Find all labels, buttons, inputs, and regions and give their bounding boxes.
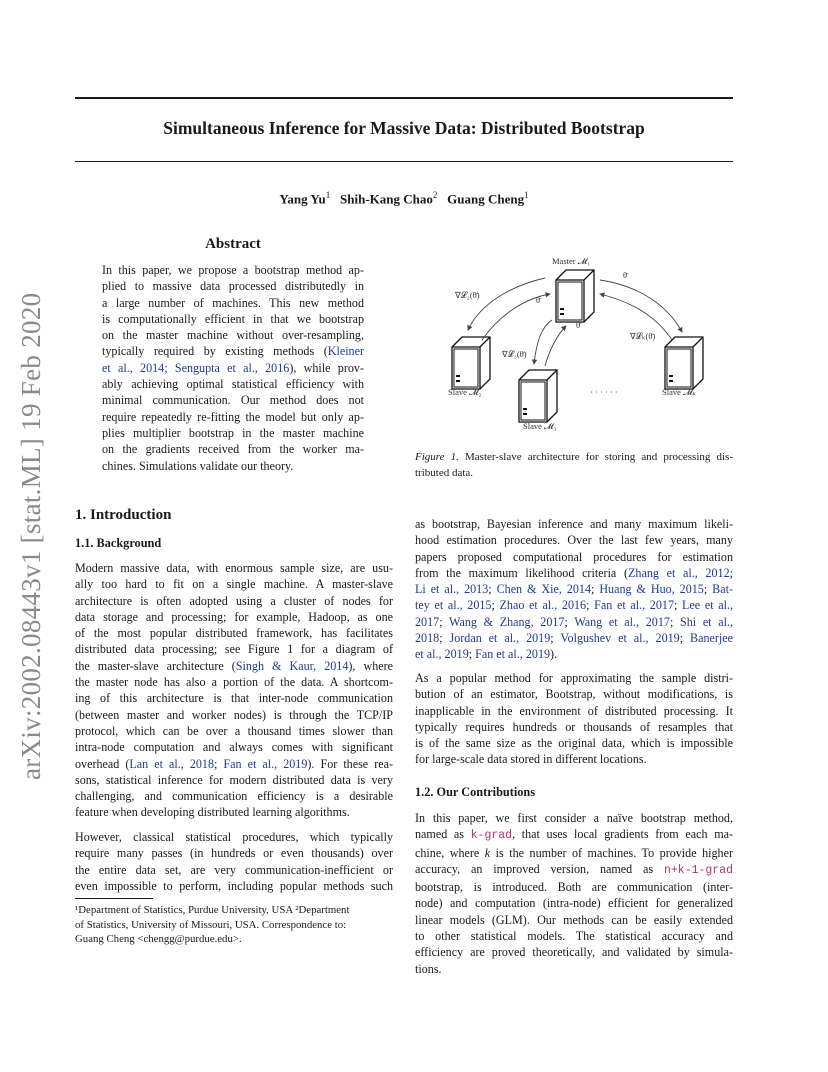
text-line: distributed data processing; see Figure 1 for a diagram of <box>75 642 393 657</box>
text-line: In this paper, we propose a bootstrap method ap- <box>102 263 364 277</box>
text-line: feature when developing distributed learning algorithms. <box>75 805 350 820</box>
method-name-code: k-grad <box>470 829 513 843</box>
footnote-line: of Statistics, University of Missouri, USA. Correspondence to: <box>75 918 347 931</box>
citation-link[interactable]: Wang et al., 2017 <box>574 614 670 629</box>
text-line: chines. Simulations validate our theory. <box>102 458 294 473</box>
master-node-label: Master 𝓜₁ <box>552 256 591 266</box>
body-paragraph <box>415 516 733 663</box>
text-line: bootstrap, is introduced. Both are communication (inter- <box>415 880 733 895</box>
figure-caption <box>415 449 733 481</box>
slave-server-icon <box>519 370 557 422</box>
text-line: bution of an estimator, Bootstrap, without modifications, is <box>415 687 733 702</box>
slave-server-icon <box>452 337 490 389</box>
gradient-label: ∇𝓛ₖ(θ̄) <box>630 331 656 341</box>
text-line: to other statistical models. The statistical accuracy and <box>415 929 733 944</box>
theta-label: θ̄ <box>576 320 581 330</box>
citation-link[interactable]: Chen & Xie, 2014 <box>496 582 592 597</box>
text-line: chine, where k is the number of machines. To provide higher <box>415 845 733 860</box>
citation-link[interactable]: tey et al., 2015 <box>415 598 492 613</box>
text-line: named as k-grad, that uses local gradients from each ma- <box>415 827 733 843</box>
math-variable: k <box>484 845 491 860</box>
slave-node-label: Slave 𝓜₂ <box>448 387 482 397</box>
author-affiliation: 1 <box>325 190 331 200</box>
author-affiliation: 1 <box>524 190 529 200</box>
text-line: efficiency are proved theoretically, and validated by simula- <box>415 945 733 960</box>
text-line: for large-scale data stored in different locations. <box>415 752 647 767</box>
abstract-text <box>102 262 364 474</box>
text-line: 2018; Jordan et al., 2019; Volgushev et al., 2019; Banerjee <box>415 631 734 646</box>
paper-title: Simultaneous Inference for Massive Data: Distributed Bootstrap <box>163 118 645 138</box>
text-line: tey et al., 2015; Zhao et al., 2016; Fan et al., 2017; Lee et al., <box>415 598 734 613</box>
footnote <box>75 903 393 947</box>
author-name: Shih-Kang Chao <box>340 191 433 207</box>
text-line: tions. <box>415 961 442 976</box>
intro-paragraph <box>75 560 393 821</box>
text-line: the entire data set, are very communication-inefficient or <box>75 862 393 877</box>
text-line: plies multiplier bootstrap in the master machine <box>102 425 364 440</box>
text-line: et al., 2019; Fan et al., 2019). <box>415 647 558 662</box>
footnote-rule <box>75 898 153 899</box>
slave-node-label: Slave 𝓜₃ <box>523 421 557 431</box>
citation-link[interactable]: Fan et al., 2019 <box>475 647 551 662</box>
arxiv-stamp: arXiv:2002.08443v1 [stat.ML] 19 Feb 2020 <box>16 292 46 780</box>
citation-link[interactable]: Jordan et al., 2019 <box>449 631 551 646</box>
footnote-line: ¹Department of Statistics, Purdue University, USA ²Department <box>75 904 350 916</box>
text-line: sons, statistical inference for modern distributed data is very <box>75 772 393 787</box>
text-line: accuracy, an improved version, named as n+k-1-grad <box>415 861 733 877</box>
slave-server-icon <box>665 337 703 389</box>
text-line: However, classical statistical procedures, which typically <box>75 830 393 844</box>
text-line: is computationally efficient in that we bootstrap <box>102 311 364 326</box>
text-line: In this paper, we first consider a naïve bootstrap method, <box>415 811 733 825</box>
text-line: a large number of machines. This new method <box>102 295 364 310</box>
text-line: even impossible to perform, including popular methods such <box>75 878 393 893</box>
body-paragraph <box>415 810 733 977</box>
citation-link[interactable]: Zhang et al., 2012 <box>628 565 730 580</box>
author-name: Yang Yu <box>279 191 326 207</box>
author-list <box>75 190 733 207</box>
theta-label: θ̄ <box>536 295 541 305</box>
citation-link[interactable]: Fan et al., 2017 <box>594 598 674 613</box>
master-server-icon <box>556 270 594 322</box>
caption-line: tributed data. <box>415 467 474 479</box>
body-paragraph <box>415 670 733 768</box>
text-line: ally too hard to fit on a single machine. A master-slave <box>75 577 393 592</box>
text-line: the master-slave architecture (Singh & Kaur, 2014), where <box>75 658 394 673</box>
citation-link[interactable]: Zhao et al., 2016 <box>499 598 587 613</box>
author-name: Guang Cheng <box>447 191 525 207</box>
text-line: minimal communication. Our method does not <box>102 393 364 408</box>
text-line: et al., 2014; Sengupta et al., 2016), while prov- <box>102 360 364 375</box>
text-line: Modern massive data, with enormous sample size, are usu- <box>75 561 393 575</box>
text-line: intra-node computation and always comes with significant <box>75 740 393 755</box>
theta-label: θ̄ <box>623 270 628 280</box>
text-line: protocol, which can be over a thousand times slower than <box>75 723 393 738</box>
citation-link[interactable]: Banerjee <box>690 631 734 646</box>
text-line: ably achieving optimal statistical efficiency with <box>102 377 364 392</box>
citation-link[interactable]: Kleiner <box>327 344 364 359</box>
citation-link[interactable]: et al., 2014; <box>102 360 168 375</box>
text-line: from the maximum likelihood criteria (Zhang et al., 2012; <box>415 565 733 580</box>
citation-link[interactable]: Sengupta et al., 2016 <box>174 360 290 375</box>
text-line: overhead (Lan et al., 2018; Fan et al., 2019). For these rea- <box>75 756 394 771</box>
text-line: on the gradients received from the worker ma- <box>102 442 364 457</box>
method-name-code: n+k-1-grad <box>663 863 733 877</box>
text-line: require many passes (in hundreds or even thousands) over <box>75 846 393 861</box>
text-line: architecture is often adopted using a cluster of nodes for <box>75 593 393 608</box>
text-line: papers proposed computational procedures for estimation <box>415 549 733 564</box>
slave-node-label: Slave 𝓜ₖ <box>662 387 697 397</box>
footnote-line: Guang Cheng <chengg@purdue.edu>. <box>75 933 242 945</box>
text-line: linear models (GLM). Our methods can be easily extended <box>415 912 733 927</box>
caption-line: Figure 1. Master-slave architecture for storing and processing dis- <box>415 451 734 463</box>
text-line: node) and computation (intra-node) efficient for generalized <box>415 896 733 911</box>
abstract-heading: Abstract <box>205 236 261 252</box>
text-line: ing of this architecture is that inter-node communication <box>75 691 393 706</box>
citation-link[interactable]: Wang & Zhang, 2017 <box>449 614 565 629</box>
text-line: plied to massive data processed distributedly in <box>102 279 364 294</box>
text-line: 2017; Wang & Zhang, 2017; Wang et al., 2017; Shi et al., <box>415 614 733 629</box>
citation-link[interactable]: Huang & Huo, 2015 <box>599 582 704 597</box>
text-line: is of the same size as the original data, which is impossible <box>415 736 733 751</box>
title-bottom-rule <box>75 161 733 162</box>
gradient-label: ∇𝓛₂(θ̄) <box>455 290 480 300</box>
citation-link[interactable]: Shi et al., <box>680 614 733 629</box>
ellipsis: · · · · · · <box>590 387 618 397</box>
citation-link[interactable]: Singh & Kaur, 2014 <box>235 658 349 673</box>
master-slave-diagram <box>440 250 740 435</box>
citation-link[interactable]: Bat- <box>712 582 733 597</box>
text-line: challenging, and communication efficiency is a desirable <box>75 789 393 804</box>
citation-link[interactable]: Volgushev et al., 2019 <box>560 631 680 646</box>
text-line: Li et al., 2013; Chen & Xie, 2014; Huang & Huo, 2015; Bat- <box>415 582 733 597</box>
text-line: inapplicable in the environment of distributed processing. It <box>415 703 733 718</box>
arrow <box>534 320 552 364</box>
text-line: require repeatedly re-fitting the model but only ap- <box>102 409 364 424</box>
text-line: the master node has also a portion of the data. A shortcom- <box>75 675 393 690</box>
text-line: As a popular method for approximating the sample distri- <box>415 671 733 685</box>
intro-paragraph <box>75 829 393 894</box>
text-line: typically required by existing methods (Kleiner <box>102 344 364 359</box>
title-top-rule <box>75 97 733 99</box>
text-line: typically requires hundreds or thousands of resamples that <box>415 719 733 734</box>
arrow <box>600 280 682 332</box>
figure-label: Figure 1. <box>415 451 459 463</box>
section-heading: 1. Introduction <box>75 507 172 523</box>
citation-link[interactable]: 2018 <box>415 631 440 646</box>
author-affiliation: 2 <box>432 190 438 200</box>
gradient-label: ∇𝓛₃(θ̄) <box>502 349 527 359</box>
citation-link[interactable]: 2017 <box>415 614 440 629</box>
citation-link[interactable]: et al., 2019 <box>415 647 469 662</box>
citation-link[interactable]: Li et al., 2013 <box>415 582 489 597</box>
text-line: (between master and worker nodes) is through the TCP/IP <box>75 707 393 722</box>
arrow <box>545 326 566 366</box>
citation-link[interactable]: Lan et al., 2018 <box>129 756 215 771</box>
text-line: hood estimation procedures. Over the last few years, many <box>415 533 733 548</box>
citation-link[interactable]: Lee et al., <box>682 598 734 613</box>
citation-link[interactable]: Fan et al., 2019 <box>223 756 308 771</box>
text-line: of the most popular distributed framework, has facilitates <box>75 626 393 641</box>
subsection-heading: 1.2. Our Contributions <box>415 785 536 799</box>
arrow <box>468 278 545 330</box>
text-line: data storage and processing; for example, Hadoop, as one <box>75 609 393 624</box>
text-line: on the master machine without over-resampling, <box>102 328 364 343</box>
subsection-heading: 1.1. Background <box>75 536 162 550</box>
text-line: as bootstrap, Bayesian inference and many maximum likeli- <box>415 517 733 531</box>
